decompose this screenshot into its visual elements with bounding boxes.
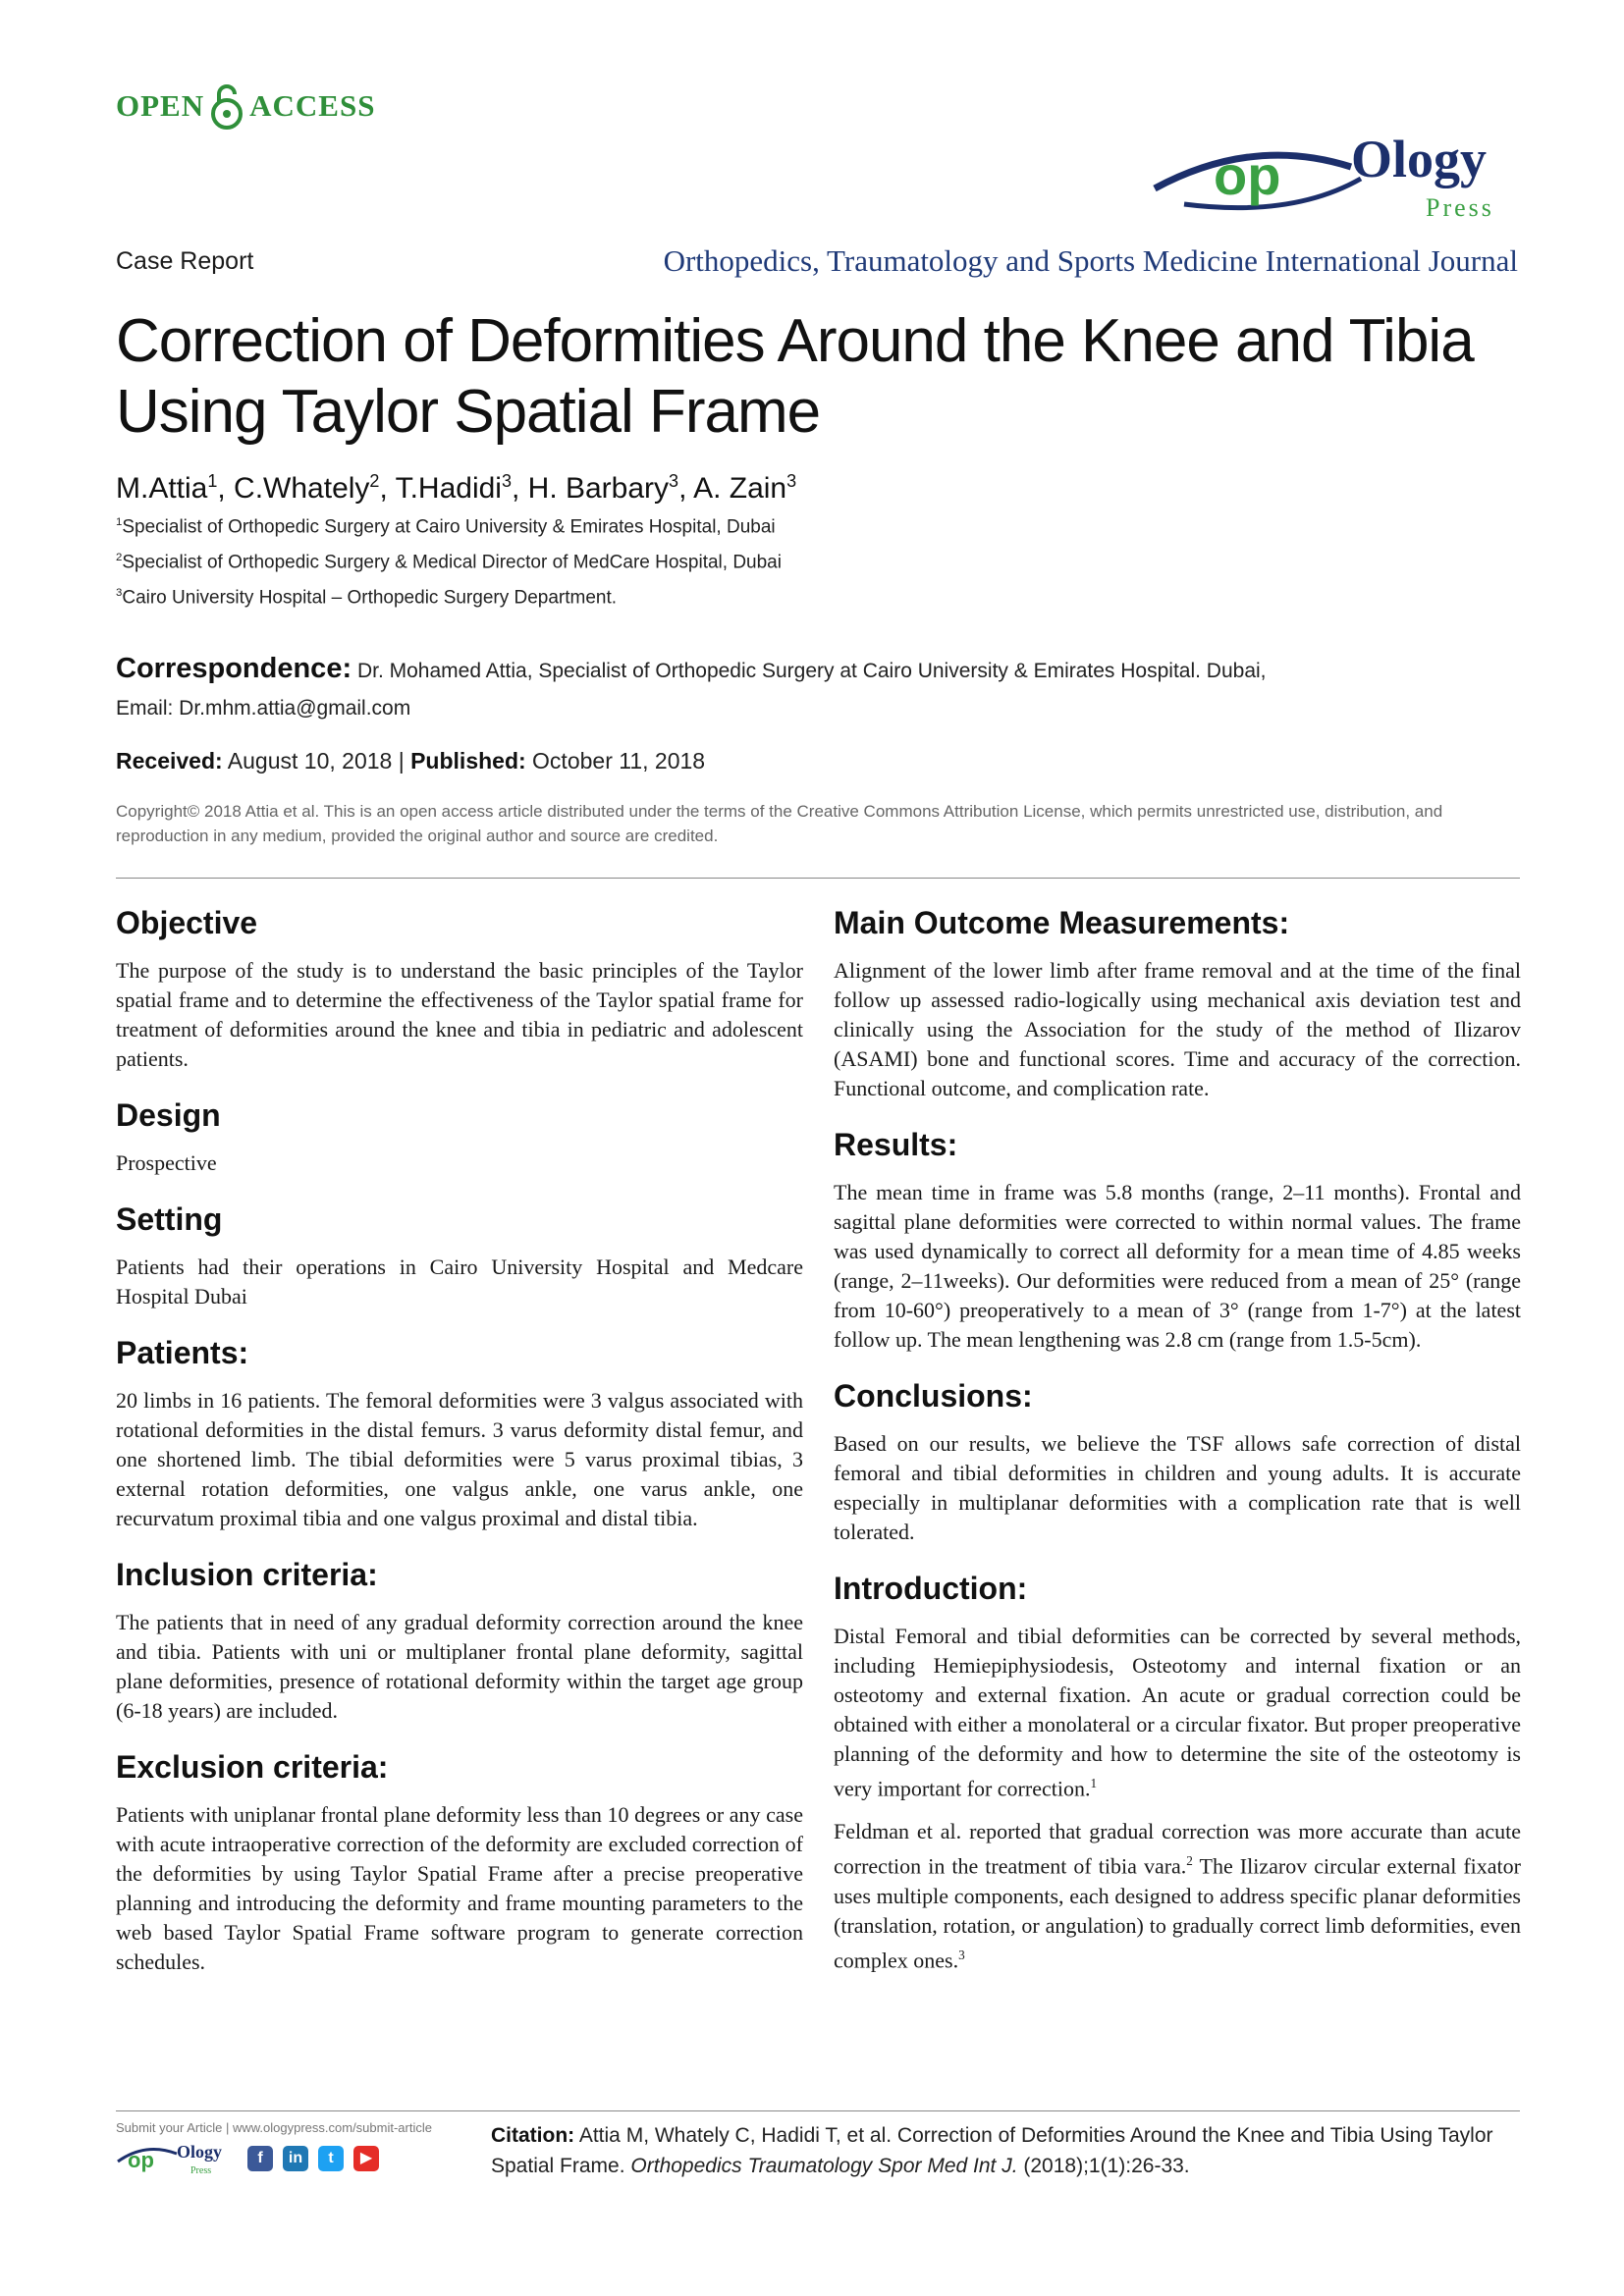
- open-access-text-right: ACCESS: [249, 88, 376, 123]
- received-date: August 10, 2018: [227, 748, 393, 774]
- section-heading-objective: Objective: [116, 905, 258, 940]
- section-heading-outcome: Main Outcome Measurements:: [834, 905, 1290, 940]
- section-text-patients: 20 limbs in 16 patients. The femoral deformities were 3 valgus associated with rotational deformities in the distal femurs. 3 varus deformity distal femur, and one shortened limb. The tibial deformities were 5 varus proximal tibias, 3 external rotation deformities, one valgus ankle, one varus ankle, one recurvatum proximal tibia and one valgus proximal and distal tibia.: [116, 1388, 803, 1530]
- citation-ref[interactable]: 1: [1090, 1776, 1098, 1790]
- section-text-inclusion: The patients that in need of any gradual deformity correction around the knee and tibia. Patients with uni or multiplaner frontal plane deformity, sagittal plane deformities, presence of rotational deformity within the target age group (6-18 years) are included.: [116, 1610, 803, 1723]
- author-affiliation-mark: 2: [369, 471, 380, 491]
- open-access-text-left: OPEN: [116, 88, 205, 123]
- section-heading-design: Design: [116, 1097, 221, 1133]
- author-name: C.Whately: [234, 472, 370, 505]
- correspondence-block: [116, 650, 1530, 727]
- youtube-icon[interactable]: ▶: [353, 2146, 379, 2171]
- section-text-objective: The purpose of the study is to understand the basic principles of the Taylor spatial frame and to determine the effectiveness of the Taylor spatial frame for treatment of deformities around the knee and tibia in pediatric and adolescent patients.: [116, 958, 803, 1071]
- twitter-icon[interactable]: t: [318, 2146, 344, 2171]
- ology-mark-text: op: [1214, 144, 1281, 206]
- citation-ref[interactable]: 2: [1186, 1853, 1193, 1869]
- section-text-exclusion: Patients with uniplanar frontal plane deformity less than 10 degrees or any case with acute intraoperative correction of the deformity are excluded correction of the deformities by using Taylor Spatial Frame after a precise preoperative planning and introducing the deformity and frame mounting parameters to the web based Taylor Spatial Frame software program to generate correction schedules.: [116, 1802, 803, 1974]
- affiliation-1: $^1$Specialist of Orthopedic Surgery at Cairo University & Emirates Hospital, Dubai: [116, 516, 776, 538]
- article-type-label: Case Report: [116, 247, 254, 275]
- svg-text:op: op: [128, 2148, 154, 2172]
- divider: [116, 878, 1520, 879]
- journal-name: Orthopedics, Traumatology and Sports Medicine International Journal: [663, 243, 1518, 278]
- press-text: Press: [1426, 193, 1494, 222]
- submit-article-link[interactable]: Submit your Article | www.ologypress.com/submit-article: [116, 2120, 432, 2135]
- svg-text:Press: Press: [190, 2165, 212, 2176]
- publication-dates: Received: August 10, 2018 | Published: October 11, 2018: [116, 748, 706, 774]
- author-affiliation-mark: 1: [207, 471, 218, 491]
- citation-label: Citation:: [491, 2124, 575, 2147]
- section-text-introduction-2: Feldman et al. reported that gradual correction was more accurate than acute correction in the treatment of tibia vara.$^2$ The Ilizarov circular external fixator uses multiple components, each designed to address specific planar deformities (translation, rotation, or angulation) to gradually correct limb deformities, even complex ones.$^3$: [834, 1819, 1521, 1972]
- citation-text: Attia M, Whately C, Hadidi T, et al. Correction of Deformities Around the Knee and Tibia Using Taylor Spatial Frame.: [491, 2124, 1493, 2177]
- linkedin-icon[interactable]: in: [283, 2146, 308, 2171]
- author-name: T.Hadidi: [395, 472, 502, 505]
- section-heading-setting: Setting: [116, 1201, 223, 1237]
- published-label: Published:: [410, 748, 526, 774]
- section-text-results: The mean time in frame was 5.8 months (range, 2–11 months). Frontal and sagittal plane deformities were corrected to within normal values. The frame was used dynamically to correct all deformity for a mean time of 4.85 weeks (range, 2–11weeks). Our deformities were reduced from a mean of 25° (range from 10-60°) preoperatively to a mean of 3° (range from 1-7°) at the latest follow up. The mean lengthening was 2.8 cm (range from 1.5-5cm).: [834, 1180, 1521, 1352]
- ology-name-text: Ology: [1351, 130, 1488, 188]
- published-date: October 11, 2018: [532, 748, 706, 774]
- section-heading-introduction: Introduction:: [834, 1571, 1028, 1606]
- author-affiliation-mark: 3: [786, 471, 797, 491]
- svg-text:Ology: Ology: [177, 2142, 223, 2162]
- correspondence-text: Dr. Mohamed Attia, Specialist of Orthopedic Surgery at Cairo University & Emirates Hospital. Dubai,: [356, 660, 1267, 682]
- author-name: A. Zain: [693, 472, 787, 505]
- correspondence-email[interactable]: Email: Dr.mhm.attia@gmail.com: [116, 697, 411, 720]
- section-heading-exclusion: Exclusion criteria:: [116, 1749, 389, 1785]
- author-affiliation-mark: 3: [669, 471, 679, 491]
- section-text-conclusions: Based on our results, we believe the TSF allows safe correction of distal femoral and tibial deformities in children and young adults. It is accurate especially in multiplanar deformities with a complication rate that is well tolerated.: [834, 1431, 1521, 1544]
- right-column: [834, 895, 1521, 1989]
- correspondence-label: Correspondence:: [116, 653, 352, 684]
- section-heading-conclusions: Conclusions:: [834, 1378, 1033, 1414]
- section-text-introduction-1: Distal Femoral and tibial deformities can be corrected by several methods, including Hemiepiphysiodesis, Osteotomy and internal fixation or an osteotomy and external fixation. An acute or gradual correction could be obtained with either a monolateral or a circular fixator. But proper preoperative planning of the deformity and how to determine the site of the osteotomy is very important for correction.$^1$: [834, 1624, 1521, 1801]
- ology-press-logo: [1145, 128, 1518, 226]
- author-list: M.Attia$^1$, C.Whately$^2$, T.Hadidi$^3$, H. Barbary$^3$, A. Zain$^3$: [116, 471, 797, 505]
- open-access-logo: [116, 79, 375, 133]
- affiliation-3: $^3$Cairo University Hospital – Orthopedic Surgery Department.: [116, 587, 618, 609]
- article-title: Correction of Deformities Around the Knee and Tibia Using Taylor Spatial Frame: [116, 307, 1474, 446]
- open-lock-icon: [210, 80, 244, 132]
- section-text-design: Prospective: [116, 1150, 217, 1175]
- section-text-setting: Patients had their operations in Cairo University Hospital and Medcare Hospital Dubai: [116, 1255, 803, 1308]
- citation-ref[interactable]: 3: [958, 1947, 965, 1962]
- citation-block: [491, 2120, 1522, 2181]
- author-affiliation-mark: 3: [501, 471, 512, 491]
- copyright-notice: Copyright© 2018 Attia et al. This is an open access article distributed under the terms of the Creative Commons Attribution License, which permits unrestricted use, distribution, and reproduction in any medium, provided the original author and source are credited.: [116, 802, 1443, 845]
- section-heading-results: Results:: [834, 1127, 958, 1162]
- left-column: [116, 895, 803, 1991]
- facebook-icon[interactable]: f: [247, 2146, 273, 2171]
- section-text-outcome: Alignment of the lower limb after frame removal and at the time of the final follow up assessed radio-logically using mechanical axis deviation test and clinically using the Association for the study of the method of Ilizarov (ASAMI) bone and functional scores. Time and accuracy of the correction. Functional outcome, and complication rate.: [834, 958, 1521, 1100]
- divider: [116, 2110, 1520, 2111]
- section-heading-inclusion: Inclusion criteria:: [116, 1557, 378, 1592]
- author-name: H. Barbary: [527, 472, 670, 505]
- citation-journal: Orthopedics Traumatology Spor Med Int J.: [630, 2155, 1018, 2177]
- affiliation-2: $^2$Specialist of Orthopedic Surgery & Medical Director of MedCare Hospital, Dubai: [116, 552, 782, 573]
- citation-tail: (2018);1(1):26-33.: [1023, 2155, 1190, 2177]
- author-name: M.Attia: [116, 472, 208, 505]
- ology-press-footer-logo: [116, 2138, 234, 2181]
- received-label: Received:: [116, 748, 223, 774]
- section-heading-patients: Patients:: [116, 1335, 249, 1370]
